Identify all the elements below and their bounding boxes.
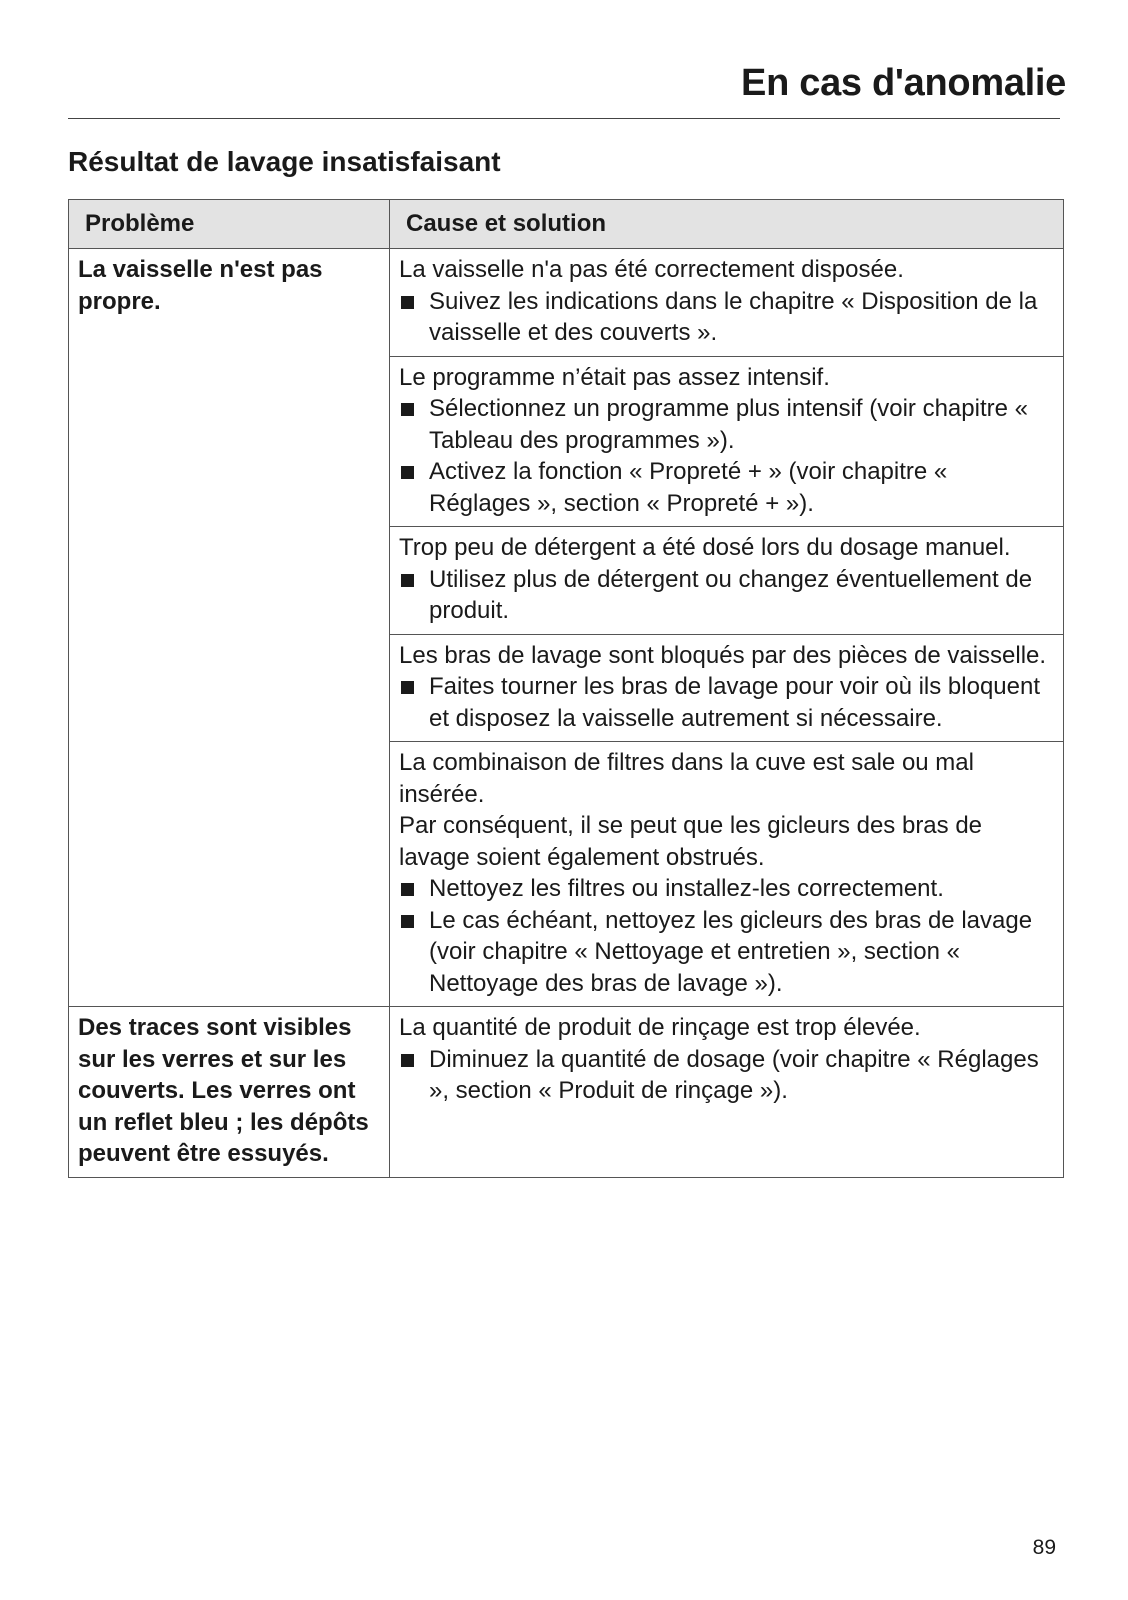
solution-bullet: Nettoyez les filtres ou installez-les correctement. — [399, 873, 1055, 905]
cause-cell — [390, 742, 1064, 1007]
column-header-cause: Cause et solution — [390, 200, 1064, 249]
solution-bullet: Activez la fonction « Propreté + » (voir chapitre « Réglages », section « Propreté + »). — [399, 456, 1055, 519]
cause-text: La combinaison de filtres dans la cuve est sale ou mal insérée. — [399, 749, 974, 808]
cause-cell — [390, 1007, 1064, 1178]
header-divider — [68, 118, 1060, 119]
table-row — [69, 1007, 1064, 1178]
cause-text: La quantité de produit de rinçage est trop élevée. — [399, 1014, 921, 1041]
cause-text: Le programme n’était pas assez intensif. — [399, 363, 830, 391]
troubleshooting-table — [68, 199, 1064, 1178]
solution-bullet: Le cas échéant, nettoyez les gicleurs des bras de lavage (voir chapitre « Nettoyage et entretien », section « Nettoyage des bras de lavage »). — [399, 905, 1055, 1000]
cause-cell — [390, 634, 1064, 742]
problem-cell: La vaisselle n'est pas propre. — [69, 249, 390, 1007]
chapter-title: En cas d'anomalie — [741, 62, 1066, 104]
table-header-row — [69, 200, 1064, 249]
cause-text: Les bras de lavage sont bloqués par des pièces de vaisselle. — [399, 641, 1047, 669]
cause-cell — [390, 249, 1064, 357]
page-number: 89 — [1032, 1536, 1056, 1559]
cause-cell — [390, 527, 1064, 635]
solution-bullet: Utilisez plus de détergent ou changez éventuellement de produit. — [399, 564, 1055, 627]
solution-bullet: Suivez les indications dans le chapitre « Disposition de la vaisselle et des couverts ». — [399, 286, 1055, 349]
cause-text: Par conséquent, il se peut que les gicleurs des bras de lavage soient également obstrués. — [399, 812, 983, 871]
column-header-problem: Problème — [69, 200, 390, 249]
solution-bullet: Faites tourner les bras de lavage pour voir où ils bloquent et disposez la vaisselle autrement si nécessaire. — [399, 671, 1055, 734]
solution-bullet: Sélectionnez un programme plus intensif (voir chapitre « Tableau des programmes »). — [399, 393, 1055, 456]
cause-text: La vaisselle n'a pas été correctement disposée. — [399, 256, 904, 283]
solution-bullet: Diminuez la quantité de dosage (voir chapitre « Réglages », section « Produit de rinçage »). — [399, 1044, 1055, 1107]
cause-cell — [390, 356, 1064, 527]
table-row — [69, 249, 1064, 357]
section-title: Résultat de lavage insatisfaisant — [68, 146, 501, 177]
cause-text: Trop peu de détergent a été dosé lors du dosage manuel. — [399, 534, 1011, 561]
problem-cell: Des traces sont visibles sur les verres et sur les couverts. Les verres ont un reflet bleu ; les dépôts peuvent être essuyés. — [69, 1007, 390, 1178]
